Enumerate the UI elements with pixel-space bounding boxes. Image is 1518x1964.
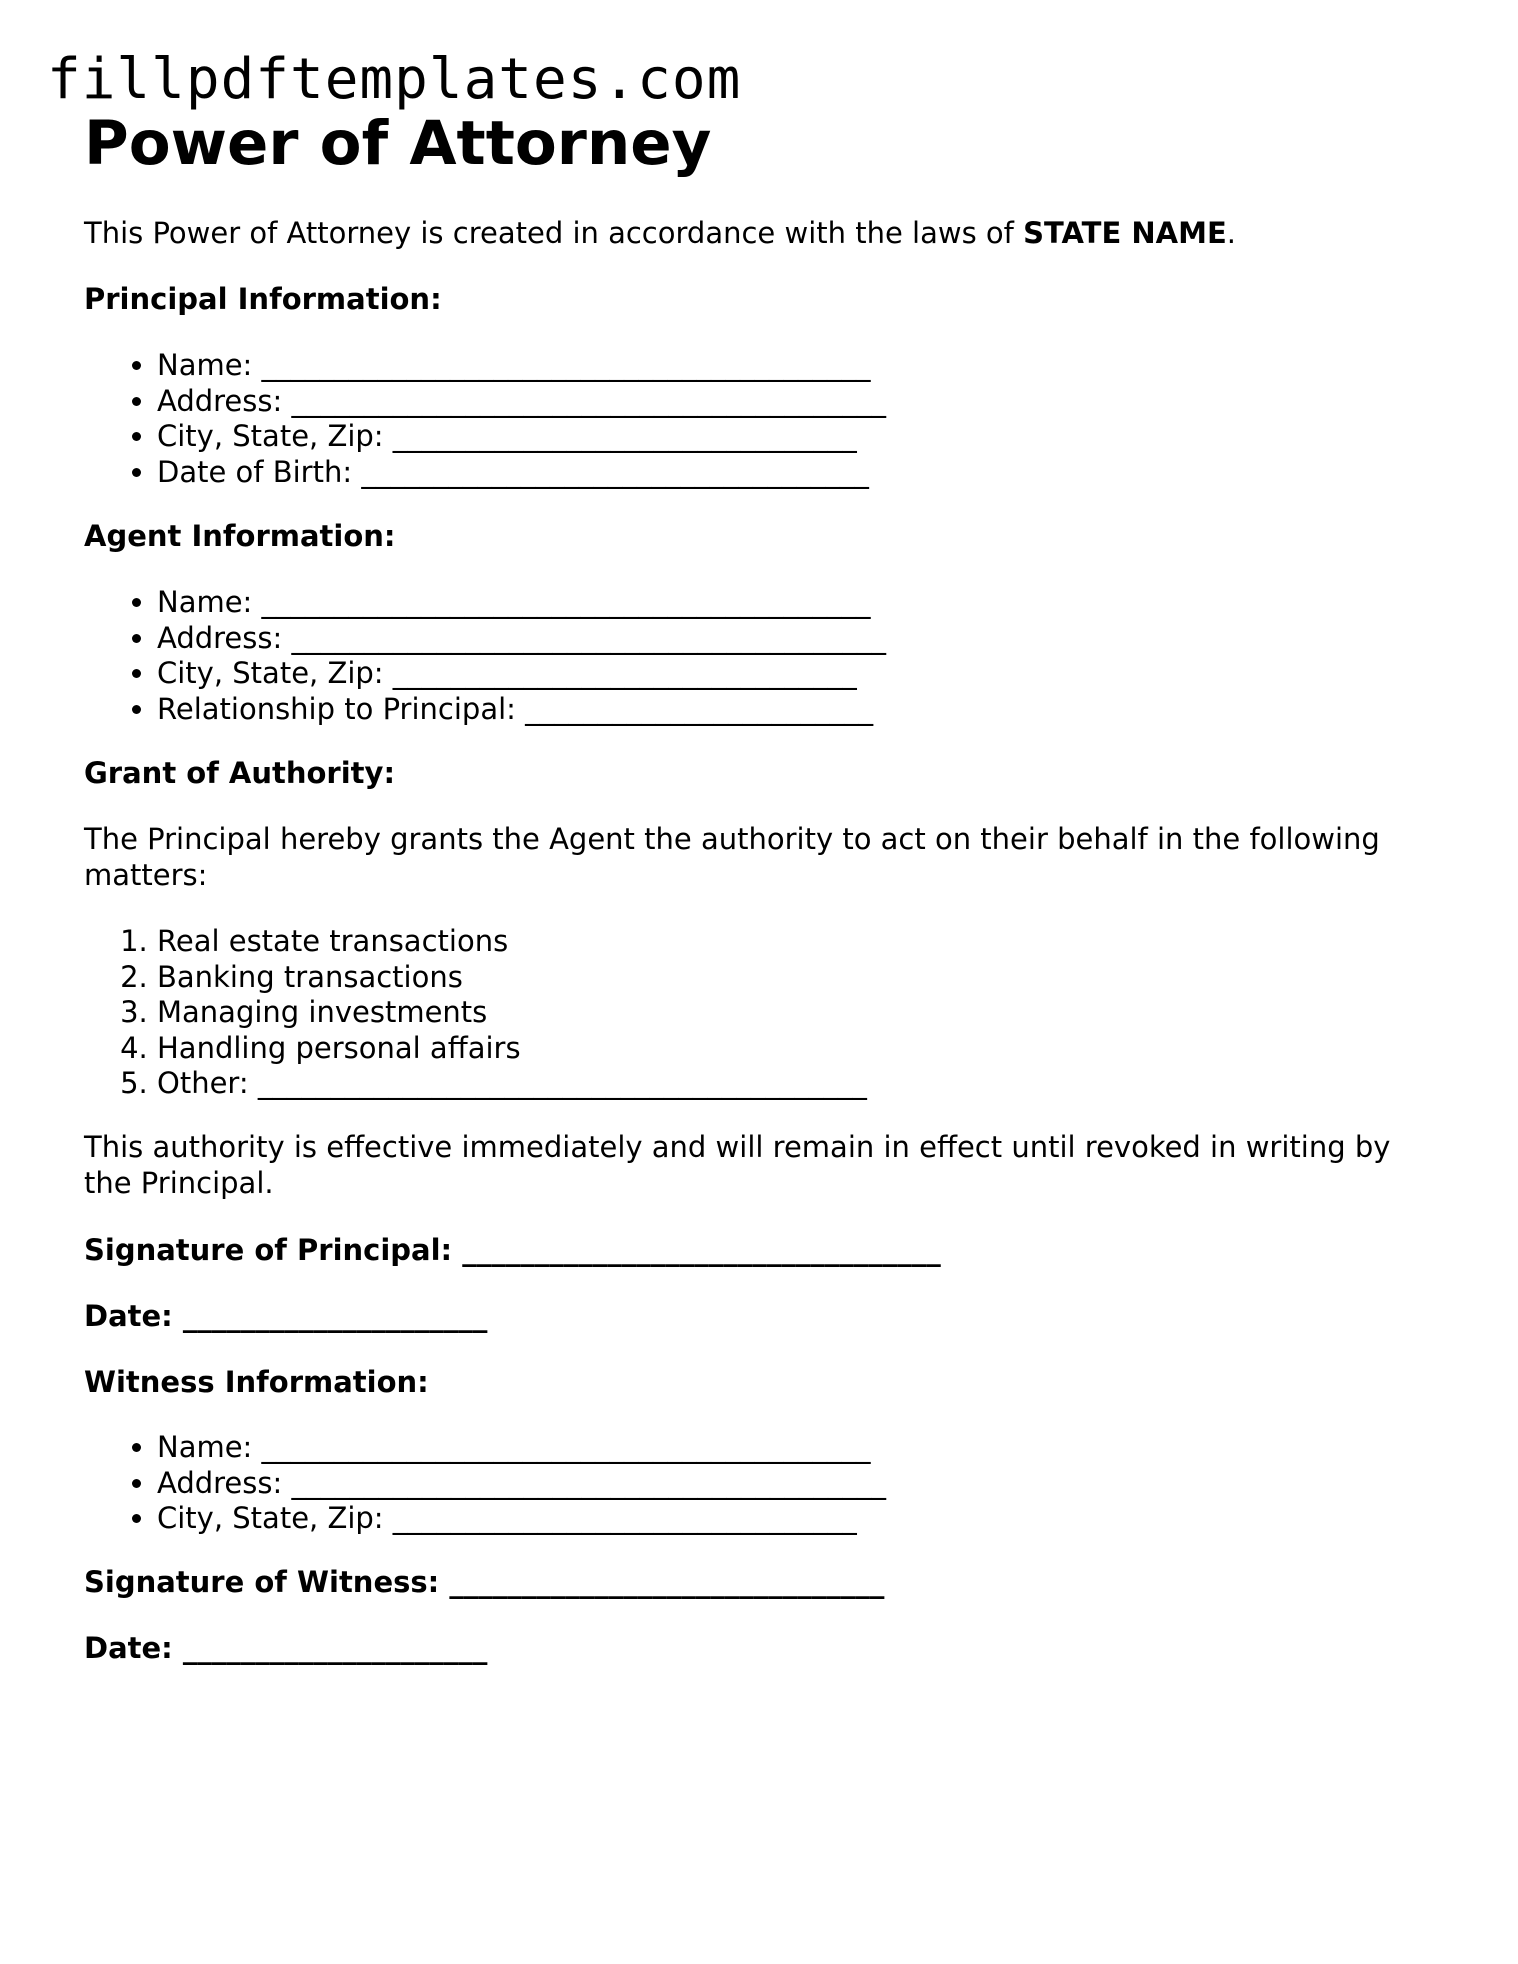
agent-heading: Agent Information:	[84, 519, 396, 553]
intro-prefix: This Power of Attorney is created in accordance with the laws of	[84, 216, 1024, 250]
agent-address-field[interactable]: • Address: _________________________________________	[157, 621, 886, 657]
state-name: STATE NAME	[1023, 216, 1227, 250]
intro-paragraph	[84, 216, 1236, 252]
witness-signature-field[interactable]: Signature of Witness: ______________________________	[84, 1565, 885, 1599]
grant-item: 4. Handling personal affairs	[157, 1031, 867, 1067]
witness-city-field[interactable]: • City, State, Zip: ________________________________	[157, 1501, 886, 1537]
grant-item: 1. Real estate transactions	[157, 924, 867, 960]
principal-list	[84, 348, 886, 490]
principal-city-field[interactable]: • City, State, Zip: ________________________________	[157, 419, 886, 455]
principal-date-field[interactable]: Date: _____________________	[84, 1299, 488, 1333]
principal-address-field[interactable]: • Address: _________________________________________	[157, 384, 886, 420]
witness-date-field[interactable]: Date: _____________________	[84, 1631, 488, 1665]
grant-heading: Grant of Authority:	[84, 756, 396, 790]
agent-relationship-field[interactable]: • Relationship to Principal: ________________________	[157, 692, 886, 728]
grant-list	[84, 924, 867, 1102]
watermark: fillpdftemplates.com	[47, 47, 742, 112]
principal-heading: Principal Information:	[84, 282, 442, 316]
effective-text: This authority is effective immediately and will remain in effect until revoked in writing by the Principal.	[84, 1130, 1391, 1200]
grant-item: 2. Banking transactions	[157, 960, 867, 996]
witness-address-field[interactable]: • Address: _________________________________________	[157, 1466, 886, 1502]
grant-item: 3. Managing investments	[157, 995, 867, 1031]
witness-list	[84, 1430, 886, 1537]
page-title: Power of Attorney	[84, 108, 712, 179]
grant-text: The Principal hereby grants the Agent the authority to act on their behalf in the following matters:	[84, 822, 1380, 892]
principal-signature-field[interactable]: Signature of Principal: _________________________________	[84, 1233, 941, 1267]
witness-name-field[interactable]: • Name: __________________________________________	[157, 1430, 886, 1466]
grant-other-field[interactable]: 5. Other: __________________________________________	[157, 1066, 867, 1102]
agent-name-field[interactable]: • Name: __________________________________________	[157, 585, 886, 621]
agent-list	[84, 585, 886, 727]
agent-city-field[interactable]: • City, State, Zip: ________________________________	[157, 656, 886, 692]
witness-heading: Witness Information:	[84, 1365, 429, 1399]
principal-dob-field[interactable]: • Date of Birth: ___________________________________	[157, 455, 886, 491]
intro-suffix: .	[1226, 216, 1236, 250]
principal-name-field[interactable]: • Name: __________________________________________	[157, 348, 886, 384]
